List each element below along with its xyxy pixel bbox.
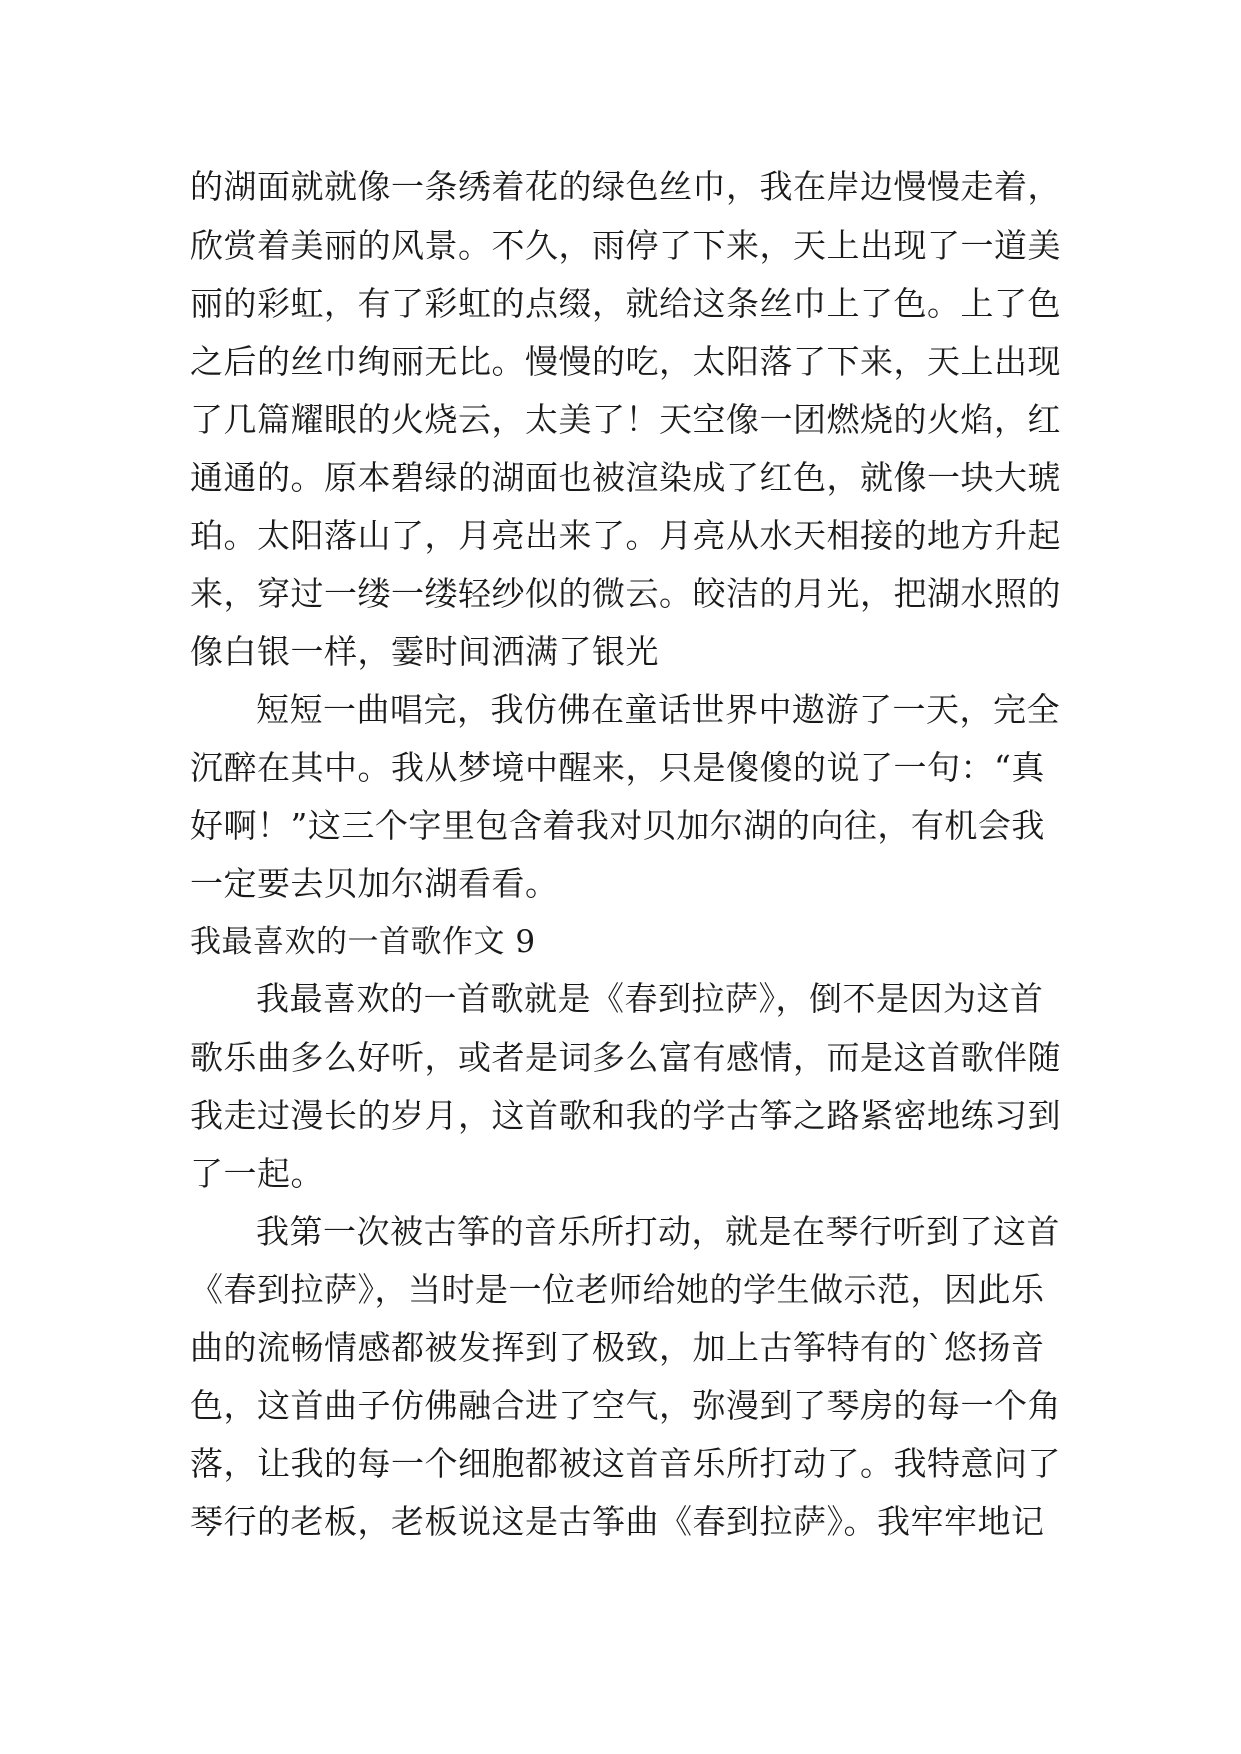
paragraph-line: 来，穿过一缕一缕轻纱似的微云。皎洁的月光，把湖水照的 <box>190 574 1061 613</box>
paragraph-line: 沉醉在其中。我从梦境中醒来，只是傻傻的说了一句：“真 <box>190 748 1045 787</box>
paragraph-line: 落，让我的每一个细胞都被这首音乐所打动了。我特意问了 <box>190 1444 1061 1483</box>
paragraph-line: 曲的流畅情感都被发挥到了极致，加上古筝特有的`悠扬音 <box>190 1328 1045 1367</box>
paragraph-line: 我走过漫长的岁月，这首歌和我的学古筝之路紧密地练习到 <box>190 1096 1061 1135</box>
section-heading: 我最喜欢的一首歌作文 9 <box>190 924 536 960</box>
paragraph-line: 了一起。 <box>190 1154 324 1193</box>
paragraph-line: 色，这首曲子仿佛融合进了空气，弥漫到了琴房的每一个角 <box>190 1386 1061 1425</box>
paragraph-line: 丽的彩虹，有了彩虹的点缀，就给这条丝巾上了色。上了色 <box>190 284 1061 323</box>
paragraph-line: 了几篇耀眼的火烧云，太美了！天空像一团燃烧的火焰，红 <box>190 400 1061 439</box>
paragraph-line: 的湖面就就像一条绣着花的绿色丝巾，我在岸边慢慢走着， <box>190 167 1061 206</box>
paragraph-line: 像白银一样，霎时间洒满了银光 <box>190 632 659 671</box>
paragraph-line: 琴行的老板，老板说这是古筝曲《春到拉萨》。我牢牢地记 <box>190 1502 1045 1541</box>
paragraph-line: 之后的丝巾绚丽无比。慢慢的吃，太阳落了下来，天上出现 <box>190 342 1061 381</box>
paragraph-line: 欣赏着美丽的风景。不久，雨停了下来，天上出现了一道美 <box>190 226 1061 265</box>
paragraph-first-line: 我最喜欢的一首歌就是《春到拉萨》，倒不是因为这首 <box>256 979 1044 1018</box>
paragraph-line: 歌乐曲多么好听，或者是词多么富有感情，而是这首歌伴随 <box>190 1038 1061 1077</box>
paragraph-line: 珀。太阳落山了，月亮出来了。月亮从水天相接的地方升起 <box>190 516 1061 555</box>
paragraph-line: 一定要去贝加尔湖看看。 <box>190 864 559 903</box>
paragraph-first-line: 我第一次被古筝的音乐所打动，就是在琴行听到了这首 <box>256 1212 1060 1251</box>
paragraph-line: 通通的。原本碧绿的湖面也被渲染成了红色，就像一块大琥 <box>190 458 1061 497</box>
paragraph-first-line: 短短一曲唱完，我仿佛在童话世界中遨游了一天，完全 <box>256 690 1060 729</box>
paragraph-line: 好啊！”这三个字里包含着我对贝加尔湖的向往，有机会我 <box>190 806 1045 845</box>
paragraph-line: 《春到拉萨》，当时是一位老师给她的学生做示范，因此乐 <box>190 1270 1045 1309</box>
